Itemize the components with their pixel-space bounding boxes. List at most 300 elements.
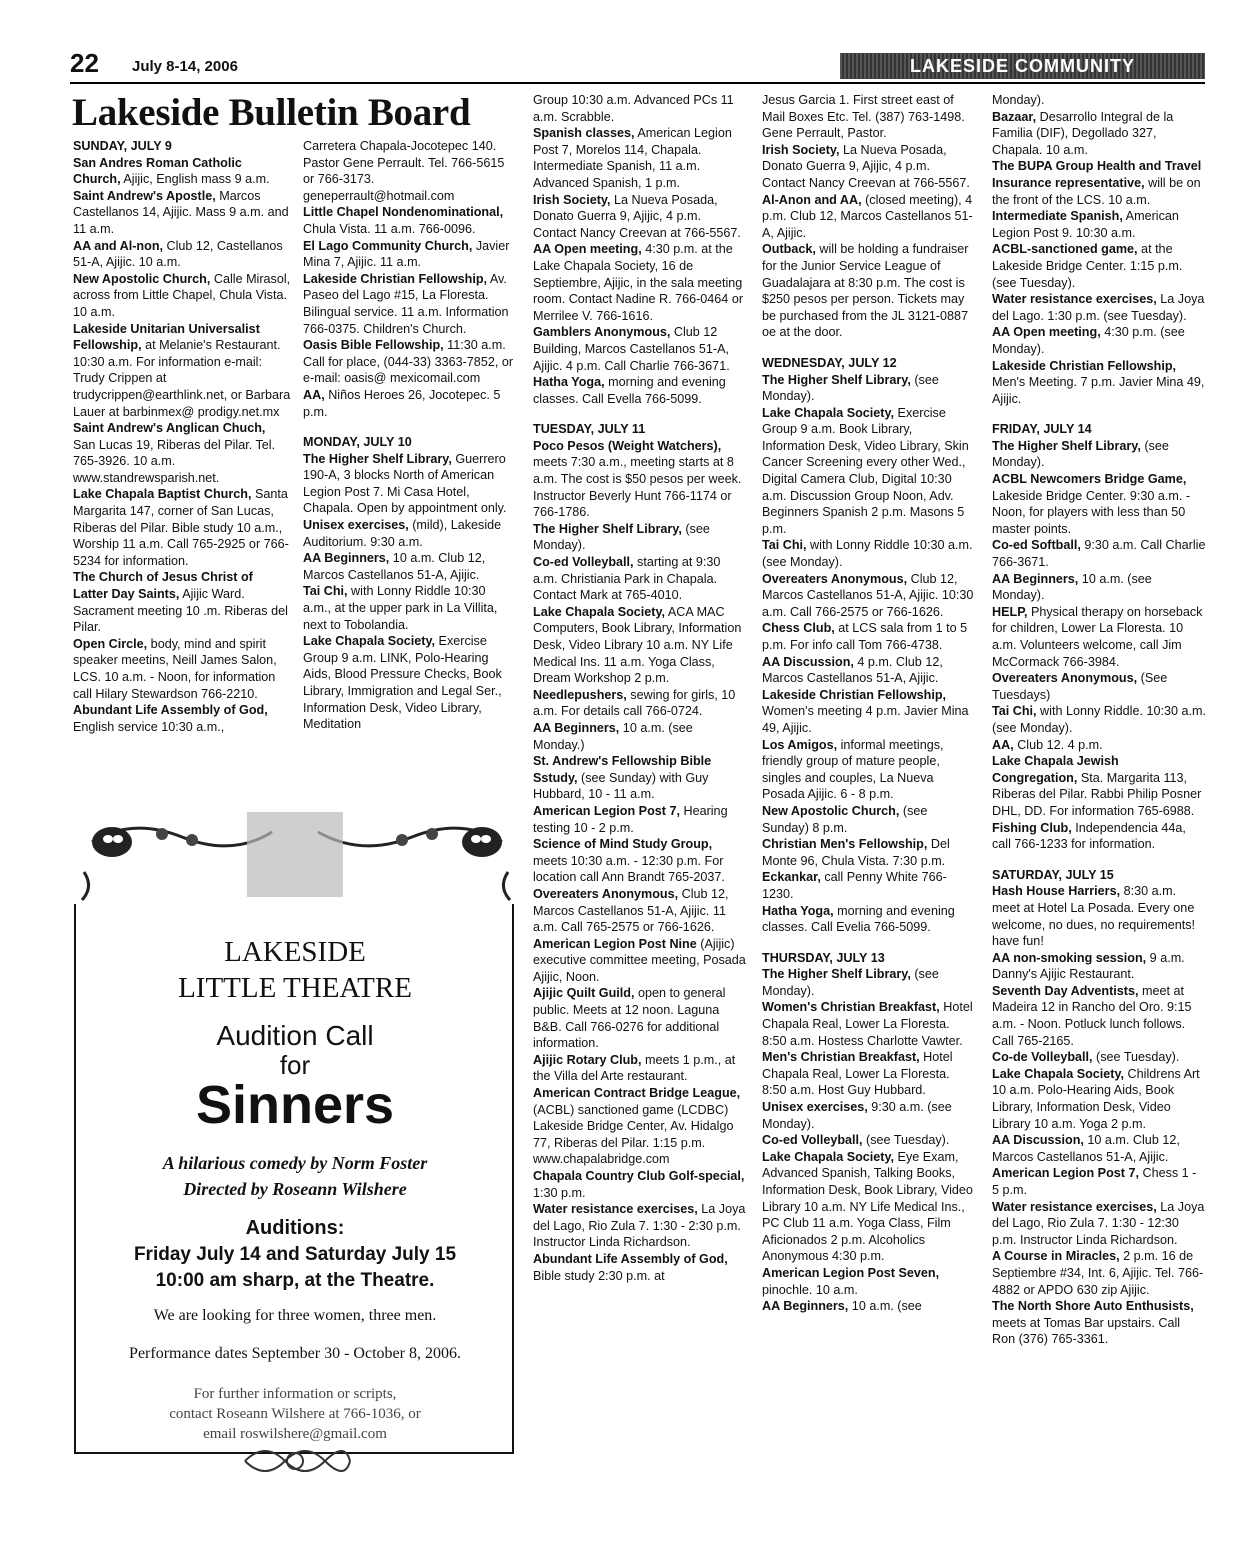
entry-details: Guerrero 190-A, 3 blocks North of American Legion Post 7. Mi Casa Hotel, Chapala. Open by appointment only.: [303, 451, 507, 516]
entry-name: Poco Pesos (Weight Watchers),: [533, 438, 722, 453]
entry-details: Men's Meeting. 7 p.m. Javier Mina 49, Ajijic.: [992, 375, 1205, 406]
bulletin-entry: [303, 337, 516, 387]
entry-details: informal meetings, friendly group of mature people, singles and couples, La Nueva Posada Ajijic. 6 - 8 p.m.: [762, 737, 944, 802]
entry-details: meets 1 p.m., at the Villa del Arte restaurant.: [533, 1052, 736, 1084]
bulletin-entry: [762, 1099, 976, 1132]
bulletin-entry: [762, 241, 976, 341]
entry-name: The Higher Shelf Library,: [303, 451, 452, 466]
entry-name: Overeaters Anonymous,: [533, 886, 679, 901]
entry-name: The Higher Shelf Library,: [762, 967, 911, 982]
entry-name: American Legion Post Nine: [533, 936, 697, 951]
bulletin-entry: [533, 241, 747, 324]
entry-name: Open Circle,: [73, 636, 148, 651]
entry-details: La Nueva Posada, Donato Guerra 9, Ajijic, 4 p.m. Contact Nancy Creevan at 766-5567.: [533, 192, 741, 240]
ad-info-line2: contact Roseann Wilshere at 766-1036, or: [169, 1406, 421, 1422]
bulletin-entry: [533, 720, 747, 753]
entry-details: starting at 9:30 a.m. Christiania Park in Chapala. Contact Mark at 765-4010.: [533, 555, 721, 603]
entry-details: open to general public. Meets at 12 noon. Laguna B&B. Call 766-0276 for additional information.: [533, 986, 726, 1051]
entry-name: Hatha Yoga,: [762, 903, 834, 918]
bulletin-entry: [533, 125, 747, 191]
bulletin-entry: [533, 192, 747, 242]
bulletin-entry: [992, 571, 1206, 604]
day-heading: SATURDAY, JULY 15: [992, 867, 1114, 882]
entry-name: American Contract Bridge League,: [533, 1086, 741, 1101]
entry-name: Hash House Harriers,: [992, 884, 1121, 899]
issue-date: July 8-14, 2006: [132, 58, 238, 75]
bulletin-entry: [73, 155, 291, 188]
entry-name: The Church of Jesus Christ of Latter Day Saints,: [73, 570, 253, 602]
entry-name: Bazaar,: [992, 109, 1037, 124]
entry-name: Hatha Yoga,: [533, 375, 605, 390]
entry-name: Lake Chapala Baptist Church,: [73, 487, 252, 502]
page-number: 22: [70, 48, 99, 78]
entry-details: Del Monte 96, Chula Vista. 7:30 p.m.: [762, 837, 950, 868]
bulletin-entry: [992, 438, 1206, 471]
entry-name: Saint Andrew's Anglican Chuch,: [73, 421, 266, 436]
entry-details: (See Tuesdays): [992, 671, 1168, 702]
entry-details: meets 7:30 a.m., meeting starts at 8 a.m. The cost is $50 pesos per week. Instructor Beverly Hunt 766-1174 or 766-1786.: [533, 455, 742, 520]
page-header: [70, 48, 1205, 84]
entry-details: Exercise Group 9 a.m. LINK, Polo-Hearing Aids, Blood Pressure Checks, Book Library, Immigration and Legal Ser., Information Desk, Video Library, Meditation: [303, 634, 502, 732]
entry-details: Javier Mina 7, Ajijic. 11 a.m.: [303, 238, 510, 270]
entry-details: morning and evening classes. Call Evelia 766-5099.: [762, 903, 955, 935]
ornament-scroll-icon: [235, 1436, 355, 1486]
entry-name: AA,: [303, 387, 325, 402]
entry-details: La Joya del Lago, Rio Zula 7. 1:30 - 2:30 p.m. Instructor Linda Richardson.: [533, 1202, 746, 1250]
entry-name: The Higher Shelf Library,: [533, 521, 682, 536]
ornament-mask-banner-icon: [72, 812, 518, 912]
ad-contact-info: [72, 1384, 518, 1444]
entry-name: Unisex exercises,: [303, 518, 409, 533]
bulletin-entry: [992, 241, 1206, 291]
bulletin-entry: [762, 571, 976, 621]
entry-name: ACBL Newcomers Bridge Game,: [992, 472, 1187, 487]
entry-details: 9:30 a.m. (see Monday).: [762, 1100, 952, 1131]
bulletin-entry: [73, 569, 291, 635]
bulletin-entry: [303, 583, 516, 633]
entry-details: American Legion Post 7, Morelos 114, Chapala. Intermediate Spanish, 11 a.m. Advanced Spanish, 1 p.m.: [533, 126, 732, 190]
bulletin-entry: [992, 358, 1206, 408]
entry-details: Group 10:30 a.m. Advanced PCs 11 a.m. Scrabble.: [533, 93, 734, 124]
entry-details: 10 a.m. (see Monday).: [992, 571, 1152, 603]
ad-auditions-heading: Auditions:: [245, 1217, 345, 1239]
entry-name: Water resistance exercises,: [992, 292, 1157, 307]
entry-name: The Higher Shelf Library,: [762, 372, 911, 387]
entry-name: Water resistance exercises,: [992, 1199, 1157, 1214]
bulletin-entry: [992, 604, 1206, 670]
ad-auditions-dates: [72, 1242, 518, 1294]
day-heading: THURSDAY, JULY 13: [762, 950, 885, 965]
entry-name: HELP,: [992, 604, 1028, 619]
ad-description: [72, 1150, 518, 1202]
entry-name: AA Beginners,: [992, 571, 1079, 586]
entry-details: American Legion Post 9. 10:30 a.m.: [992, 209, 1179, 240]
entry-name: AA Beginners,: [533, 720, 620, 735]
bulletin-entry: [992, 753, 1206, 819]
entry-name: Needlepushers,: [533, 687, 627, 702]
bulletin-entry: [762, 966, 976, 999]
entry-details: (see Tuesday).: [1092, 1050, 1180, 1065]
entry-name: Lakeside Christian Fellowship,: [762, 687, 947, 702]
entry-details: Women's meeting 4 p.m. Javier Mina 49, Ajijic.: [762, 704, 969, 735]
bulletin-entry: [303, 550, 516, 583]
ad-info-line3: email roswilshere@gmail.com: [203, 1426, 387, 1442]
entry-details: call Penny White 766-1230.: [762, 870, 947, 901]
entry-details: Lakeside Bridge Center. 9:30 a.m. - Noon, for players with less than 50 master points.: [992, 488, 1191, 536]
bulletin-entry: [992, 950, 1206, 983]
entry-name: Saint Andrew's Apostle,: [73, 188, 216, 203]
bulletin-entry: [992, 537, 1206, 570]
entry-name: ACBL-sanctioned game,: [992, 242, 1138, 257]
bulletin-entry: [992, 92, 1206, 109]
entry-name: Co-ed Volleyball,: [762, 1133, 863, 1148]
bulletin-entry: [73, 702, 291, 735]
bulletin-entry: [992, 983, 1206, 1049]
entry-name: Lake Chapala Society,: [992, 1066, 1125, 1081]
entry-details: will be holding a fundraiser for the Junior Service League of Guadalajara at 8:30 p.m. The cost is $250 pesos per person. Tickets may be purchased from the JL 3121-0887 oe at the door.: [762, 242, 969, 340]
bulletin-entry: [533, 687, 747, 720]
entry-details: Sta. Margarita 113, Riberas del Pilar. Rabbi Philip Posner DHL, DD. For information 765-6988.: [992, 770, 1202, 818]
ad-title-line2: LITTLE THEATRE: [178, 972, 412, 1004]
entry-name: American Legion Post Seven,: [762, 1265, 940, 1280]
entry-details: (mild), Lakeside Auditorium. 9:30 a.m.: [303, 518, 502, 549]
section-banner: LAKESIDE COMMUNITY: [840, 53, 1205, 79]
entry-details: (see Monday).: [533, 521, 710, 553]
entry-name: Overeaters Anonymous,: [762, 571, 908, 586]
entry-name: The North Shore Auto Enthusists,: [992, 1299, 1194, 1314]
entry-details: at Melanie's Restaurant. 10:30 a.m. For information e-mail: Trudy Crippen at trudycrippen@earthlink.net, or Barbara Lauer at barbinmex@ prodigy.net.mx: [73, 338, 291, 419]
entry-name: Al-Anon and AA,: [762, 192, 862, 207]
bulletin-entry: [762, 192, 976, 242]
day-heading: FRIDAY, JULY 14: [992, 422, 1092, 437]
bulletin-entry: [762, 620, 976, 653]
entry-name: New Apostolic Church,: [73, 271, 211, 286]
entry-details: Niños Heroes 26, Jocotepec. 5 p.m.: [303, 387, 501, 419]
entry-details: La Joya del Lago, Rio Zula 7. 1:30 - 12:30 p.m. Instructor Linda Richardson.: [992, 1199, 1205, 1247]
entry-details: Hotel Chapala Real, Lower La Floresta. 8:50 a.m. Hostess Charlotte Vawter.: [762, 1000, 973, 1048]
entry-name: American Legion Post 7,: [992, 1166, 1139, 1181]
entry-name: Unisex exercises,: [762, 1100, 868, 1115]
bulletin-entry: [762, 687, 976, 737]
bulletin-entry: [303, 138, 516, 204]
entry-name: Intermediate Spanish,: [992, 209, 1123, 224]
bulletin-entry: [533, 438, 747, 521]
bulletin-entry: [762, 836, 976, 869]
entry-details: with Lonny Riddle 10:30 a.m., at the upper park in La Villita, next to Tobolandia.: [303, 584, 498, 632]
entry-details: La Joya del Lago. 1:30 p.m. (see Tuesday).: [992, 292, 1205, 323]
bulletin-entry: [762, 654, 976, 687]
entry-name: Los Amigos,: [762, 737, 838, 752]
entry-details: Club 12, Castellanos 51-A, Ajijic. 10 a.m.: [73, 238, 283, 270]
day-heading: SUNDAY, JULY 9: [73, 139, 172, 153]
bulletin-entry: [762, 142, 976, 192]
bulletin-entry: [762, 92, 976, 142]
day-heading: WEDNESDAY, JULY 12: [762, 355, 897, 370]
entry-name: Lakeside Christian Fellowship,: [992, 358, 1177, 373]
entry-details: with Lonny Riddle. 10:30 a.m. (see Monday).: [992, 704, 1206, 735]
entry-name: Ajijic Rotary Club,: [533, 1052, 642, 1067]
entry-details: Marcos Castellanos 14, Ajijic. Mass 9 a.m. and 11 a.m.: [73, 188, 289, 236]
entry-name: Science of Mind Study Group,: [533, 837, 713, 852]
entry-details: (ACBL) sanctioned game (LCDBC) Lakeside Bridge Center, Av. Hidalgo 77, Riberas del Pilar. 1:15 p.m. www.chapalabridge.com: [533, 1102, 734, 1167]
entry-name: The BUPA Group Health and Travel Insurance representative,: [992, 159, 1202, 190]
bulletin-entry: [73, 420, 291, 486]
bulletin-entry: [533, 1251, 747, 1284]
entry-name: Co-ed Softball,: [992, 538, 1081, 553]
bulletin-entry: [762, 1149, 976, 1265]
entry-name: Lake Chapala Society,: [303, 634, 436, 649]
entry-details: Exercise Group 9 a.m. Book Library, Information Desk, Video Library, Skin Cancer Screening every other Wed., Digital Camera Club, Digital 10:30 a.m. Discussion Group Noon, Adv. Beginners Spanish 2 p.m. Masons 5 p.m.: [762, 405, 969, 536]
entry-details: Physical therapy on horseback for children, Lower La Floresta. 10 a.m. Volunteers welcome, call Jim McCormack 766-3984.: [992, 604, 1203, 669]
entry-name: Lake Chapala Society,: [762, 405, 895, 420]
entry-details: Bible study 2:30 p.m. at: [533, 1268, 665, 1283]
entry-details: Monday).: [992, 93, 1045, 107]
entry-name: AA Discussion,: [762, 654, 854, 669]
entry-details: Calle Mirasol, across from Little Chapel, Chula Vista. 10 a.m.: [73, 271, 291, 319]
bulletin-entry: [533, 324, 747, 374]
theatre-audition-ad: [72, 812, 518, 1522]
entry-name: Tai Chi,: [762, 538, 807, 553]
entry-details: 9:30 a.m. Call Charlie 766-3671.: [992, 538, 1206, 570]
entry-details: 1:30 p.m.: [533, 1185, 586, 1200]
bulletin-entry: [762, 869, 976, 902]
entry-name: Christian Men's Fellowship,: [762, 837, 928, 852]
entry-name: Co-de Volleyball,: [992, 1050, 1093, 1065]
entry-name: Water resistance exercises,: [533, 1202, 698, 1217]
entry-name: Co-ed Volleyball,: [533, 555, 634, 570]
entry-details: 4:30 p.m. (see Monday).: [992, 325, 1185, 356]
entry-name: San Andres Roman Catholic Church,: [73, 155, 242, 187]
ad-casting-note: We are looking for three women, three men.: [153, 1307, 437, 1324]
entry-name: Lake Chapala Society,: [533, 604, 666, 619]
entry-details: (see Sunday) with Guy Hubbard, 10 - 11 a.m.: [533, 770, 709, 802]
entry-details: Club 12. 4 p.m.: [1013, 737, 1103, 752]
day-heading: TUESDAY, JULY 11: [533, 422, 646, 437]
entry-name: Ajijic Quilt Guild,: [533, 986, 635, 1001]
entry-details: (see Tuesday).: [862, 1133, 950, 1148]
bulletin-entry: [533, 521, 747, 554]
bulletin-entry: [992, 109, 1206, 159]
entry-name: New Apostolic Church,: [762, 803, 900, 818]
bulletin-entry: [762, 405, 976, 538]
entry-name: AA and Al-non,: [73, 238, 164, 253]
entry-details: La Nueva Posada, Donato Guerra 9, Ajijic, 4 p.m. Contact Nancy Creevan at 766-5567.: [762, 142, 970, 190]
ad-auditions-line2: 10:00 am sharp, at the Theatre.: [155, 1270, 435, 1291]
ad-audition-call: Audition Call: [216, 1020, 374, 1051]
entry-name: Little Chapel Nondenominational,: [303, 205, 504, 220]
entry-name: Fishing Club,: [992, 820, 1072, 835]
entry-name: Lakeside Unitarian Universalist Fellowship,: [73, 321, 260, 353]
bulletin-entry: [762, 999, 976, 1049]
ad-desc-line1: A hilarious comedy by Norm Foster: [162, 1153, 428, 1173]
bulletin-entry: [303, 633, 516, 733]
entry-name: AA Open meeting,: [533, 242, 642, 257]
bulletin-entry: [73, 636, 291, 702]
header-rule: [70, 82, 1205, 84]
entry-details: (Ajijic) executive committee meeting, Posada Ajijic, Noon.: [533, 936, 746, 984]
entry-name: Chess Club,: [762, 621, 835, 636]
bulletin-entry: [533, 836, 747, 886]
entry-details: Desarrollo Integral de la Familia (DIF), Degollado 327, Chapala. 10 a.m.: [992, 109, 1174, 157]
entry-details: Hotel Chapala Real, Lower La Floresta. 8:50 a.m. Host Guy Hubbard.: [762, 1050, 953, 1098]
bulletin-entry: [992, 1049, 1206, 1066]
bulletin-entry: [992, 703, 1206, 736]
bulletin-entry: [303, 387, 516, 420]
entry-name: Tai Chi,: [992, 704, 1037, 719]
entry-name: Men's Christian Breakfast,: [762, 1050, 920, 1065]
bulletin-entry: [533, 1085, 747, 1168]
bulletin-entry: [73, 271, 291, 321]
bulletin-column-4: [762, 92, 976, 1510]
entry-name: Lake Chapala Jewish Congregation,: [992, 754, 1119, 785]
entry-name: St. Andrew's Fellowship Bible Sstudy,: [533, 754, 712, 785]
bulletin-entry: [762, 372, 976, 405]
bulletin-entry: [992, 1165, 1206, 1198]
entry-name: Seventh Day Adventists,: [992, 983, 1139, 998]
bulletin-entry: [992, 471, 1206, 537]
entry-details: Hearing testing 10 - 2 p.m.: [533, 803, 728, 835]
entry-name: Women's Christian Breakfast,: [762, 1000, 940, 1015]
bulletin-entry: [992, 1199, 1206, 1249]
entry-details: 8:30 a.m. meet at Hotel La Posada. Every one welcome, no dues, no requirements! have fun!: [992, 884, 1196, 949]
bulletin-entry: [73, 188, 291, 238]
bulletin-entry: [992, 1248, 1206, 1298]
entry-name: Outback,: [762, 242, 816, 257]
entry-details: (see Sunday) 8 p.m.: [762, 803, 928, 835]
entry-details: Chula Vista. 11 a.m. 766-0096.: [303, 221, 476, 236]
bulletin-entry: [73, 238, 291, 271]
entry-name: Spanish classes,: [533, 126, 635, 141]
bulletin-entry: [303, 238, 516, 271]
entry-name: AA Open meeting,: [992, 325, 1101, 340]
entry-name: Abundant Life Assembly of God,: [73, 703, 268, 718]
entry-name: Oasis Bible Fellowship,: [303, 338, 444, 353]
entry-name: Irish Society,: [762, 142, 840, 157]
entry-details: (see Monday).: [762, 372, 939, 404]
entry-name: Lakeside Christian Fellowship,: [303, 271, 488, 286]
entry-details: Chess 1 - 5 p.m.: [992, 1166, 1197, 1197]
entry-details: 10 a.m. (see Monday.): [533, 720, 693, 752]
bulletin-entry: [992, 737, 1206, 754]
entry-name: Gamblers Anonymous,: [533, 325, 671, 340]
entry-name: Tai Chi,: [303, 584, 348, 599]
entry-name: Eckankar,: [762, 870, 821, 885]
entry-name: Abundant Life Assembly of God,: [533, 1251, 728, 1266]
ad-desc-line2: Directed by Roseann Wilshere: [183, 1179, 407, 1199]
entry-details: 10 a.m. Club 12, Marcos Castellanos 51-A, Ajijic.: [992, 1133, 1180, 1164]
bulletin-column-1: [73, 138, 291, 805]
entry-details: Ajijic, English mass 9 a.m.: [120, 172, 270, 187]
bulletin-entry: [303, 204, 516, 237]
entry-details: meets at Tomas Bar upstairs. Call Ron (376) 765-3361.: [992, 1315, 1181, 1347]
entry-details: Carretera Chapala-Jocotepec 140. Pastor Gene Perrault. Tel. 766-5615 or 766-3173. geneperrault@hotmail.com: [303, 139, 505, 203]
bulletin-entry: [533, 374, 747, 407]
ad-for: for: [279, 1050, 311, 1080]
entry-details: 2 p.m. 16 de Septiembre #34, Int. 6, Ajijic. Tel. 766-4882 or APDO 630 zip Ajijic.: [992, 1249, 1204, 1297]
entry-name: AA Beginners,: [762, 1299, 849, 1314]
entry-name: The Higher Shelf Library,: [992, 438, 1141, 453]
entry-details: Av. Paseo del Lago #15, La Floresta. Bilingual service. 11 a.m. Information 766-0375. Children's Church.: [303, 271, 509, 336]
entry-details: 11:30 a.m. Call for place, (044-33) 3363-7852, or e-mail: oasis@ mexicomail.com: [303, 338, 514, 386]
entry-details: Childrens Art 10 a.m. Polo-Hearing Aids, Book Library, Information Desk, Video Library 10 a.m. Yoga 2 p.m.: [992, 1066, 1200, 1131]
entry-name: AA non-smoking session,: [992, 950, 1147, 965]
bulletin-entry: [533, 604, 747, 687]
entry-details: 10 a.m. (see: [848, 1299, 922, 1314]
bulletin-entry: [992, 820, 1206, 853]
bulletin-entry: [533, 886, 747, 936]
ad-theatre-name: [72, 934, 518, 1006]
entry-details: ACA MAC Computers, Book Library, Information Desk, Video Library 10 a.m. NY Life Medical Ins. 11 a.m. Yoga Class, Dream Workshop 2 p.m.: [533, 604, 742, 686]
entry-details: will be on the front of the LCS. 10 a.m.: [992, 175, 1201, 207]
bulletin-entry: [533, 753, 747, 803]
entry-details: 10 a.m. Club 12, Marcos Castellanos 51-A, Ajijic.: [303, 551, 486, 582]
entry-name: AA,: [992, 737, 1014, 752]
entry-details: (see Monday).: [762, 967, 939, 998]
bulletin-entry: [303, 517, 516, 550]
entry-details: Club 12, Marcos Castellanos 51-A, Ajijic. 11 a.m. Call 765-2575 or 766-1626.: [533, 886, 729, 935]
bulletin-entry: [762, 1049, 976, 1099]
entry-details: English service 10:30 a.m.,: [73, 719, 225, 734]
bulletin-entry: [992, 670, 1206, 703]
entry-details: 9 a.m. Danny's Ajijic Restaurant.: [992, 950, 1185, 982]
entry-details: with Lonny Riddle 10:30 a.m. (see Monday).: [762, 538, 973, 570]
entry-name: El Lago Community Church,: [303, 238, 473, 253]
entry-details: meets 10:30 a.m. - 12:30 p.m. For location call Ann Brandt 765-2037.: [533, 853, 725, 885]
bulletin-entry: [533, 1201, 747, 1251]
bulletin-column-3: [533, 92, 747, 1510]
entry-details: at the Lakeside Bridge Center. 1:15 p.m. (see Tuesday).: [992, 242, 1183, 290]
ad-auditions-line1: Friday July 14 and Saturday July 15: [133, 1244, 457, 1265]
entry-details: Ajijic Ward. Sacrament meeting 10 .m. Riberas del Pilar.: [73, 587, 288, 635]
page-title: Lakeside Bulletin Board: [72, 91, 471, 134]
bulletin-entry: [533, 985, 747, 1051]
bulletin-column-5: [992, 92, 1206, 1510]
entry-details: Independencia 44a, call 766-1233 for information.: [992, 820, 1186, 852]
bulletin-column-2: [303, 138, 516, 805]
bulletin-entry: [533, 936, 747, 986]
bulletin-entry: [762, 1265, 976, 1298]
entry-details: pinochle. 10 a.m.: [762, 1282, 858, 1297]
bulletin-entry: [992, 324, 1206, 357]
entry-name: Lake Chapala Society,: [762, 1149, 895, 1164]
entry-details: at LCS sala from 1 to 5 p.m. For info call Tom 766-4738.: [762, 621, 968, 652]
bulletin-entry: [73, 486, 291, 569]
ad-title-line1: LAKESIDE: [224, 936, 366, 968]
entry-details: 4:30 p.m. at the Lake Chapala Society, 16 de Septiembre, Ajijic, in the sala meeting room. Contact Nadine R. 766-0464 or Merrilee V. 766-1616.: [533, 242, 744, 323]
ad-show-title: Sinners: [195, 1075, 395, 1135]
bulletin-entry: [992, 208, 1206, 241]
bulletin-entry: [992, 158, 1206, 208]
bulletin-entry: [533, 1168, 747, 1201]
bulletin-entry: [992, 1298, 1206, 1348]
bulletin-entry: [533, 1052, 747, 1085]
entry-details: Eye Exam, Advanced Spanish, Talking Books, Information Desk, Book Library, Video Library 10 a.m. NY Life Medical Ins., PC Club 11 a.m. Yoga Class, Film Aficionados 2 p.m. Alcoholics Anonymous 4:30 p.m.: [762, 1149, 973, 1264]
bulletin-entry: [762, 1132, 976, 1149]
entry-name: American Legion Post 7,: [533, 803, 680, 818]
entry-name: AA Discussion,: [992, 1133, 1084, 1148]
bulletin-entry: [762, 1298, 976, 1315]
entry-details: Santa Margarita 147, corner of San Lucas, Riberas del Pilar. Bible study 10 a.m., Worship 11 a.m. Call 765-2925 or 766-5234 for information.: [73, 487, 289, 568]
bulletin-entry: [762, 537, 976, 570]
entry-details: body, mind and spirit speaker meetins, Neill James Salon, LCS. 10 a.m. - Noon, for information call Hilary Stewardson 766-2210.: [73, 636, 277, 701]
entry-details: morning and evening classes. Call Evella 766-5099.: [533, 375, 726, 406]
entry-name: Overeaters Anonymous,: [992, 671, 1138, 686]
entry-details: Club 12, Marcos Castellanos 51-A, Ajijic. 10:30 a.m. Call 766-2575 or 766-1626.: [762, 571, 974, 619]
entry-name: Chapala Country Club Golf-special,: [533, 1169, 745, 1183]
bulletin-entry: [303, 451, 516, 517]
entry-details: 4 p.m. Club 12, Marcos Castellanos 51-A, Ajijic.: [762, 654, 943, 686]
entry-details: (closed meeting), 4 p.m. Club 12, Marcos Castellanos 51-A, Ajijic.: [762, 192, 973, 240]
